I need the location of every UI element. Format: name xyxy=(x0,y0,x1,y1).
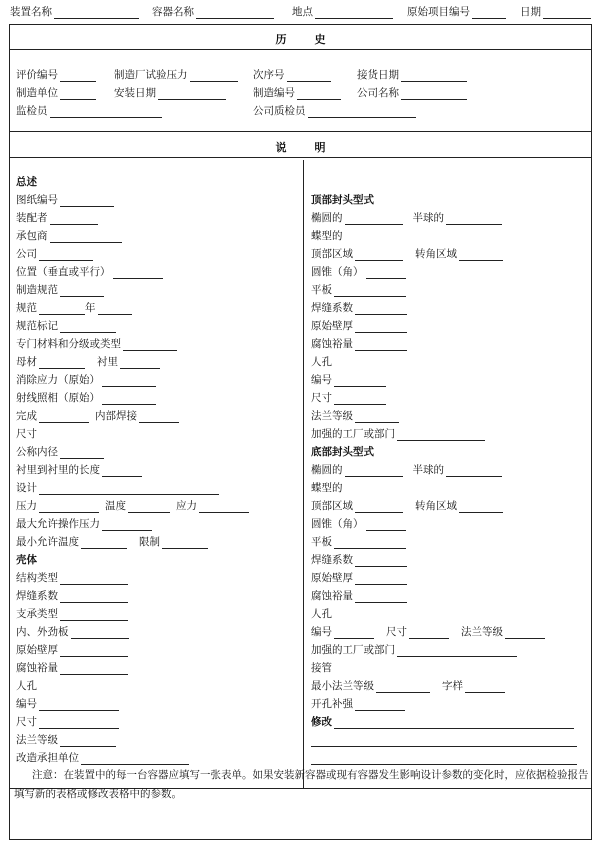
top-weld-coef-field[interactable]: 焊缝系数 xyxy=(311,299,407,315)
bottom-dished-heading: 蝶型的 xyxy=(311,482,343,494)
general-heading: 总述 xyxy=(16,176,37,188)
min-flange-style-field[interactable]: 最小法兰等级 字样 xyxy=(311,677,505,693)
position-field[interactable]: 位置（垂直或平行） xyxy=(16,263,163,279)
mfg-code-field[interactable]: 制造规范 xyxy=(16,281,104,297)
bottom-flat-field[interactable]: 平板 xyxy=(311,533,406,549)
assembler-field[interactable]: 装配者 xyxy=(16,209,98,225)
bottom-corrosion-field[interactable]: 腐蚀裕量 xyxy=(311,587,407,603)
bottom-orig-thickness-field[interactable]: 原始壁厚 xyxy=(311,569,407,585)
top-crown-knuckle-field[interactable]: 顶部区域 转角区域 xyxy=(311,245,503,261)
stiffener-field[interactable]: 内、外劲板 xyxy=(16,623,129,639)
inspector-field[interactable]: 监检员 xyxy=(16,103,162,118)
footnote: 注意：在装置中的每一台容器应填写一张表单。如果安装新容器或现有容器发生影响设计参数的变化时，应依据检验报告填写新的表格或修改表格中的参数。 xyxy=(14,769,589,800)
top-orig-thickness-field[interactable]: 原始壁厚 xyxy=(311,317,407,333)
bottom-head-heading: 底部封头型式 xyxy=(311,446,374,458)
top-flat-field[interactable]: 平板 xyxy=(311,281,406,297)
eval-no-field[interactable]: 评价编号 xyxy=(16,67,96,82)
top-manhole-heading: 人孔 xyxy=(311,356,332,368)
bottom-ellipsoidal-field[interactable]: 椭圆的 半球的 xyxy=(311,461,502,477)
date-field[interactable] xyxy=(520,4,591,19)
form-header xyxy=(10,4,592,22)
install-date-field[interactable]: 安装日期 xyxy=(114,85,226,100)
struct-type-field[interactable]: 结构类型 xyxy=(16,569,128,585)
mawp-field[interactable]: 最大允许操作压力 xyxy=(16,515,152,531)
code-year-field[interactable]: 规范 年 xyxy=(16,299,132,315)
notes-title: 说 明 xyxy=(275,141,326,154)
history-row-2 xyxy=(10,85,591,101)
bottom-number-size-flange-field[interactable]: 编号 尺寸 法兰等级 xyxy=(311,623,545,639)
date-label: 日期 xyxy=(520,6,541,18)
history-title: 历 史 xyxy=(275,33,326,46)
alteration-line-3[interactable] xyxy=(311,749,577,765)
column-divider xyxy=(303,160,304,788)
seq-no-field[interactable]: 次序号 xyxy=(253,67,331,82)
support-type-field[interactable]: 支承类型 xyxy=(16,605,128,621)
nozzles-heading: 接管 xyxy=(311,662,332,674)
company-qc-field[interactable]: 公司质检员 xyxy=(253,103,416,118)
history-row-3 xyxy=(10,103,591,119)
number-field[interactable]: 编号 xyxy=(16,695,119,711)
pressure-temp-stress-field[interactable]: 压力 温度 应力 xyxy=(16,497,249,513)
bottom-crown-knuckle-field[interactable]: 顶部区域 转角区域 xyxy=(311,497,503,513)
opening-reinforce-field[interactable]: 开孔补强 xyxy=(311,695,405,711)
size-heading: 尺寸 xyxy=(16,428,37,440)
corrosion-allowance-field[interactable]: 腐蚀裕量 xyxy=(16,659,128,675)
shell-heading: 壳体 xyxy=(16,554,37,566)
vessel-name-field[interactable] xyxy=(152,4,274,19)
base-material-field[interactable]: 母材 衬里 xyxy=(16,353,160,369)
device-name-field[interactable] xyxy=(10,4,139,19)
code-stamp-field[interactable]: 规范标记 xyxy=(16,317,116,333)
divider xyxy=(10,157,591,158)
drawing-no-field[interactable]: 图纸编号 xyxy=(16,191,114,207)
form-frame xyxy=(9,24,592,840)
top-cone-field[interactable]: 圆锥（角） xyxy=(311,263,406,279)
location-field[interactable] xyxy=(292,4,393,19)
company-field[interactable]: 公司 xyxy=(16,245,93,261)
top-number-field[interactable]: 编号 xyxy=(311,371,386,387)
top-corrosion-field[interactable]: 腐蚀裕量 xyxy=(311,335,407,351)
mfr-test-pressure-field[interactable]: 制造厂试验压力 xyxy=(114,67,238,82)
divider xyxy=(10,49,591,50)
top-dished-heading: 蝶型的 xyxy=(311,230,343,242)
vessel-name-label: 容器名称 xyxy=(152,6,194,18)
top-head-heading: 顶部封头型式 xyxy=(311,194,374,206)
top-reinforce-field[interactable]: 加强的工厂或部门 xyxy=(311,425,485,441)
alteration-line-2[interactable] xyxy=(311,731,577,747)
top-ellipsoidal-field[interactable]: 椭圆的 半球的 xyxy=(311,209,502,225)
special-material-field[interactable]: 专门材料和分级或类型 xyxy=(16,335,177,351)
stress-relief-field[interactable]: 消除应力（原始） xyxy=(16,371,156,387)
mfg-no-field[interactable]: 制造编号 xyxy=(253,85,341,100)
flange-class-field[interactable]: 法兰等级 xyxy=(16,731,116,747)
weld-coef-field[interactable]: 焊缝系数 xyxy=(16,587,128,603)
company-name-field[interactable]: 公司名称 xyxy=(357,85,467,100)
tl-length-field[interactable]: 衬里到衬里的长度 xyxy=(16,461,142,477)
divider xyxy=(10,131,591,132)
alteration-field[interactable]: 修改 xyxy=(311,713,574,729)
device-name-label: 装置名称 xyxy=(10,6,52,18)
bottom-reinforce-field[interactable]: 加强的工厂或部门 xyxy=(311,641,517,657)
top-size-field[interactable]: 尺寸 xyxy=(311,389,386,405)
contractor-field[interactable]: 承包商 xyxy=(16,227,122,243)
design-field[interactable]: 设计 xyxy=(16,479,219,495)
finish-field[interactable]: 完成 内部焊接 xyxy=(16,407,179,423)
history-row-1 xyxy=(10,67,591,83)
bottom-cone-field[interactable]: 圆锥（角） xyxy=(311,515,406,531)
bottom-weld-coef-field[interactable]: 焊缝系数 xyxy=(311,551,407,567)
original-item-no-label: 原始项目编号 xyxy=(407,6,470,18)
min-temp-limit-field[interactable]: 最小允许温度 限制 xyxy=(16,533,208,549)
bottom-manhole-heading: 人孔 xyxy=(311,608,332,620)
receipt-date-field[interactable]: 接货日期 xyxy=(357,67,467,82)
orig-thickness-field[interactable]: 原始壁厚 xyxy=(16,641,128,657)
top-flange-class-field[interactable]: 法兰等级 xyxy=(311,407,399,423)
manufacturer-field[interactable]: 制造单位 xyxy=(16,85,96,100)
size-field[interactable]: 尺寸 xyxy=(16,713,119,729)
nominal-id-field[interactable]: 公称内径 xyxy=(16,443,104,459)
original-item-no-field[interactable] xyxy=(407,4,506,19)
manhole-heading: 人孔 xyxy=(16,680,37,692)
radiograph-field[interactable]: 射线照相（原始） xyxy=(16,389,156,405)
location-label: 地点 xyxy=(292,6,313,18)
alteration-unit-field[interactable]: 改造承担单位 xyxy=(16,749,189,765)
